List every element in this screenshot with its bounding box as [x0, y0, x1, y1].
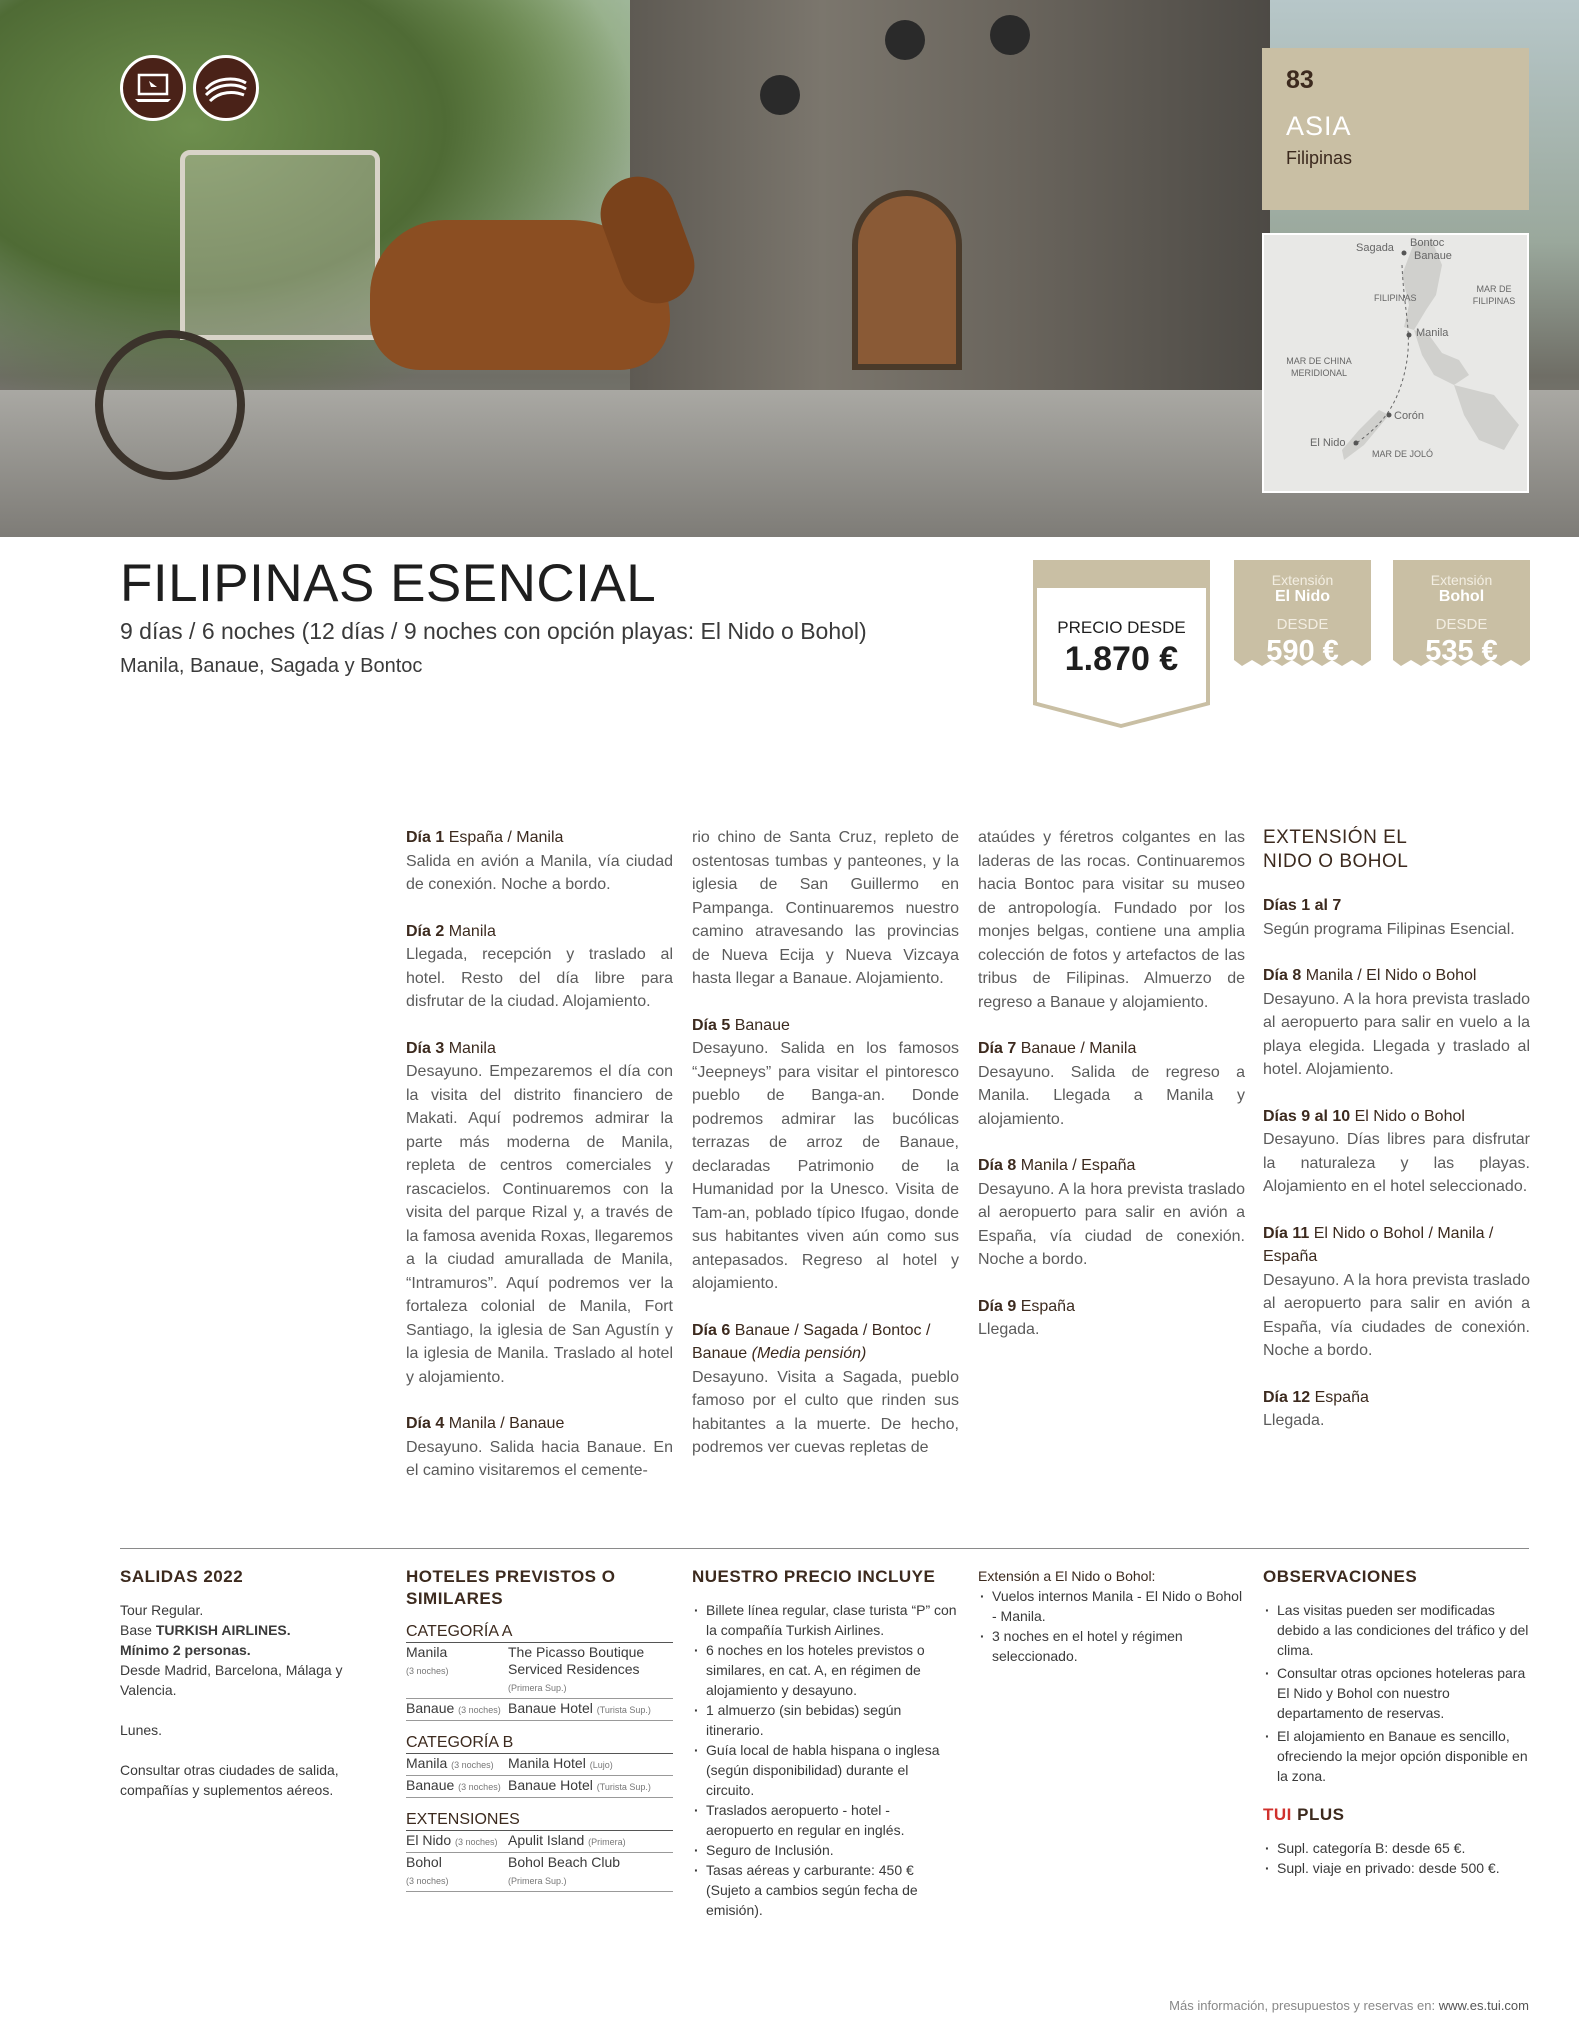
extension-desde: DESDE: [1435, 616, 1488, 633]
hotel-name: Bohol Beach Club: [508, 1854, 621, 1870]
salidas-block: [120, 1566, 387, 1800]
price-badge: [1033, 560, 1210, 728]
salidas-line: [120, 1620, 387, 1640]
includes-item: · Seguro de Inclusión.: [692, 1840, 959, 1860]
hotel-row: [406, 1643, 673, 1699]
extension-label: Extensión: [1271, 572, 1334, 588]
day-note: (Media pensión): [751, 1345, 867, 1362]
includes-item: · Traslados aeropuerto - hotel - aeropuerto en regular en inglés.: [692, 1800, 959, 1840]
hotel-name: Apulit Island: [508, 1832, 585, 1848]
extension-title: [1263, 826, 1530, 874]
observation-item: · El alojamiento en Banaue es sencillo, ofreciendo la mejor opción disponible en la zona.: [1263, 1726, 1530, 1786]
map-label: Sagada: [1356, 242, 1394, 254]
itinerary-day: [978, 1295, 1245, 1342]
day-text: Llegada.: [978, 1321, 1040, 1338]
laptop-icon: [120, 55, 186, 121]
day-number: Día 1: [406, 829, 445, 846]
hotel-nights: (3 noches): [455, 1837, 498, 1847]
hotel-category: CATEGORÍA A: [406, 1622, 673, 1643]
itinerary-column-1: [406, 826, 673, 1506]
itinerary-day: [406, 826, 673, 897]
includes-item: · Guía local de habla hispana o inglesa (según disponibilidad) durante el circuito.: [692, 1740, 959, 1800]
itinerary-day: [978, 1037, 1245, 1131]
tui-plus-list: [1263, 1838, 1530, 1878]
extension-day: [1263, 1105, 1530, 1199]
price-value: 1.870 €: [1064, 640, 1179, 678]
day-title: Manila / Banaue: [448, 1415, 565, 1432]
day-title: España / Manila: [448, 829, 564, 846]
day-number: Día 9: [978, 1297, 1017, 1315]
itinerary-day: [406, 920, 673, 1014]
includes-item: · Vuelos internos Manila - El Nido o Bohol - Manila.: [978, 1586, 1245, 1626]
observations-list: [1263, 1600, 1530, 1786]
day-title: Banaue: [734, 1016, 790, 1034]
carriage: [180, 150, 380, 340]
observations-block: [1263, 1566, 1530, 1878]
day-number: Días 9 al 10: [1263, 1107, 1351, 1125]
hotel-city: Bohol: [406, 1854, 442, 1870]
church-window: [760, 75, 800, 115]
hotel-category: EXTENSIONES: [406, 1810, 673, 1831]
observation-item: · Las visitas pueden ser modificadas debido a las condiciones del tráfico y del clima.: [1263, 1600, 1530, 1660]
day-number: Día 12: [1263, 1388, 1311, 1406]
tui-plus-item: · Supl. viaje en privado: desde 500 €.: [1263, 1858, 1530, 1878]
day-text: rio chino de Santa Cruz, repleto de ostentosas tumbas y panteones, y la iglesia de San Guillermo en Pampanga. Continuaremos nuestro camino atravesando las provincias de Nueva Ecija y Nueva Vizcaya hasta llegar a Banaue. Alojamiento.: [692, 829, 959, 987]
hotel-row: [406, 1699, 673, 1721]
day-title: El Nido o Bohol / Manila / España: [1263, 1224, 1494, 1265]
day-number: Día 8: [978, 1157, 1017, 1174]
footer-link[interactable]: www.es.tui.com: [1438, 1998, 1529, 2013]
itinerary-day: [406, 1412, 673, 1483]
map-label: Manila: [1416, 327, 1449, 339]
hotel-cat: (Primera Sup.): [508, 1683, 567, 1693]
tui-plus-brand: TUI: [1263, 1805, 1292, 1824]
day-title: El Nido o Bohol: [1354, 1107, 1465, 1125]
page-number: 83: [1286, 66, 1314, 94]
hotel-city: Manila: [406, 1644, 448, 1660]
day-number: Días 1 al 7: [1263, 897, 1342, 914]
day-text: Llegada.: [1263, 1412, 1325, 1429]
extension-name: El Nido: [1274, 588, 1331, 605]
church-window: [885, 20, 925, 60]
day-text: Desayuno. Salida en los famosos “Jeepneys” para visitar el pintoresco pueblo de Banga-an. Donde podremos admirar las bucólicas terrazas de arroz de Banaue, declaradas Patrimonio de la Humanidad por la Unesco. Visita de Tam-an, poblado típico Ifugao, donde sus habitantes viven aún como sus antepasados. Regreso al hotel y alojamiento.: [692, 1040, 959, 1292]
hotel-nights: (3 noches): [451, 1760, 494, 1770]
observations-heading: OBSERVACIONES: [1263, 1567, 1418, 1586]
extension-includes-heading: Extensión a El Nido o Bohol:: [978, 1568, 1156, 1584]
includes-item: · Tasas aéreas y carburante: 450 € (Sujeto a cambios según fecha de emisión).: [692, 1860, 959, 1920]
hotel-city: Banaue: [406, 1700, 455, 1716]
day-title: España: [1314, 1388, 1369, 1406]
extension-desde: DESDE: [1276, 616, 1329, 633]
trip-cities: Manila, Banaue, Sagada y Bontoc: [120, 655, 423, 677]
day-text: Según programa Filipinas Esencial.: [1263, 920, 1515, 938]
day-text: Desayuno. Visita a Sagada, pueblo famoso por el culto que rinden sus habitantes a la muerte. De hecho, podremos ver cuevas repletas de: [692, 1368, 959, 1456]
extension-includes-block: [978, 1566, 1245, 1666]
hotel-nights: (3 noches): [406, 1876, 449, 1886]
extension-label: Extensión: [1430, 572, 1493, 588]
day-number: Día 5: [692, 1016, 731, 1034]
tui-plus-item: · Supl. categoría B: desde 65 €.: [1263, 1838, 1530, 1858]
day-number: Día 7: [978, 1040, 1017, 1057]
extension-day: [1263, 964, 1530, 1082]
hotel-name: Banaue Hotel: [508, 1777, 593, 1793]
day-number: Día 11: [1263, 1224, 1310, 1242]
extension-column: [1263, 826, 1530, 1456]
day-text: Desayuno. A la hora prevista traslado al aeropuerto para salir en vuelo a la playa elegida. Llegada y traslado al hotel. Alojamiento.: [1263, 990, 1530, 1078]
day-number: Día 8: [1263, 967, 1302, 984]
day-text: Desayuno. Días libres para disfrutar la naturaleza y las playas. Alojamiento en el hotel seleccionado.: [1263, 1131, 1530, 1195]
day-number: Día 2: [406, 922, 445, 940]
itinerary-column-3: [978, 826, 1245, 1365]
salidas-line: Desde Madrid, Barcelona, Málaga y Valencia.: [120, 1662, 343, 1698]
salidas-line: Lunes.: [120, 1722, 163, 1738]
day-title: España: [1020, 1297, 1075, 1315]
map-label: MAR DE FILIPINAS: [1472, 284, 1516, 306]
extension-price: 590 €: [1266, 635, 1339, 667]
day-text: Desayuno. A la hora prevista traslado al aeropuerto para salir en avión a España, vía ciudades de conexión. Noche a bordo.: [1263, 1271, 1530, 1359]
day-text: Desayuno. Salida de regreso a Manila. Llegada a Manila y alojamiento.: [978, 1063, 1245, 1128]
route-map: [1262, 233, 1529, 493]
church-window: [990, 15, 1030, 55]
day-text: Desayuno. Empezaremos el día con la visita del distrito financiero de Makati. Aquí podremos admirar la parte más moderna de Manila, repleta de centros comerciales y rascacielos. Continuaremos con la visita del parque Rizal y, a través de la famosa avenida Roxas, llegaremos a la ciudad amurallada de Manila, “Intramuros”. Aquí podremos ver la fortaleza colonial de Manila, Fort Santiago, la iglesia de San Agustín y la iglesia de Manila. Traslado al hotel y alojamiento.: [406, 1063, 673, 1386]
tui-plus-label: PLUS: [1291, 1805, 1345, 1824]
itinerary-day: [692, 1014, 959, 1296]
extension-day: [1263, 894, 1530, 941]
day-number: Día 4: [406, 1415, 445, 1432]
includes-list: [692, 1600, 959, 1920]
hotel-cat: (Turista Sup.): [596, 1705, 651, 1715]
day-title: Banaue / Sagada / Bontoc / Banaue: [692, 1321, 931, 1362]
map-label: FILIPINAS: [1374, 293, 1417, 303]
salidas-heading: SALIDAS 2022: [120, 1567, 244, 1586]
flight-icon: [193, 55, 259, 121]
includes-heading: NUESTRO PRECIO INCLUYE: [692, 1567, 936, 1586]
church-door: [852, 190, 962, 370]
hotel-row: [406, 1776, 673, 1798]
extension-day: [1263, 1386, 1530, 1433]
day-number: Día 6: [692, 1321, 731, 1339]
includes-item: · 6 noches en los hoteles previstos o similares, en cat. A, en régimen de alojamiento y desayuno.: [692, 1640, 959, 1700]
hotel-name: The Picasso Boutique Serviced Residences: [508, 1644, 645, 1677]
itinerary-day: [692, 1319, 959, 1460]
hotels-heading: HOTELES PREVISTOS O SIMILARES: [406, 1567, 616, 1608]
day-text: Llegada, recepción y traslado al hotel. Resto del día libre para disfrutar de la ciudad. Alojamiento.: [406, 946, 673, 1010]
hotel-cat: (Primera Sup.): [508, 1876, 567, 1886]
trip-duration: 9 días / 6 noches (12 días / 9 noches con opción playas: El Nido o Bohol): [120, 618, 867, 644]
country-label: Filipinas: [1286, 148, 1353, 168]
page-title: FILIPINAS ESENCIAL: [120, 554, 657, 613]
extension-price: 535 €: [1425, 635, 1498, 667]
airline-name: TURKISH AIRLINES.: [155, 1622, 291, 1638]
map-label: MAR DE JOLÓ: [1372, 449, 1434, 459]
includes-item: · 1 almuerzo (sin bebidas) según itinerario.: [692, 1700, 959, 1740]
category-box: [1262, 48, 1529, 210]
itinerary-day: [406, 1037, 673, 1390]
extension-price-badge: [1393, 560, 1530, 680]
hotel-cat: (Turista Sup.): [596, 1782, 651, 1792]
extension-includes-list: [978, 1586, 1245, 1666]
hotel-city: El Nido: [406, 1832, 452, 1848]
carriage-wheel: [95, 330, 245, 480]
itinerary-column-2: [692, 826, 959, 1483]
hotel-nights: (3 noches): [458, 1782, 501, 1792]
salidas-line: Mínimo 2 personas.: [120, 1642, 251, 1658]
hotel-row: [406, 1754, 673, 1776]
hotel-name: Banaue Hotel: [508, 1700, 593, 1716]
salidas-line: Consultar otras ciudades de salida, compañías y suplementos aéreos.: [120, 1762, 339, 1798]
footer-text: Más información, presupuestos y reservas en:: [1169, 1998, 1439, 2013]
map-label: Bontoc: [1410, 237, 1445, 249]
day-title: Manila: [448, 1039, 496, 1057]
salidas-line: Tour Regular.: [120, 1602, 204, 1618]
salidas-line-prefix: Base: [120, 1622, 156, 1638]
day-title: Manila: [448, 922, 496, 940]
hotel-cat: (Lujo): [589, 1760, 613, 1770]
includes-block: [692, 1566, 959, 1920]
hotel-row: [406, 1831, 673, 1853]
hotel-category: CATEGORÍA B: [406, 1733, 673, 1754]
includes-item: · Billete línea regular, clase turista “P” con la compañía Turkish Airlines.: [692, 1600, 959, 1640]
map-label: El Nido: [1310, 437, 1346, 449]
itinerary-day: [978, 1154, 1245, 1272]
extension-day: [1263, 1222, 1530, 1363]
hotel-row: [406, 1853, 673, 1892]
extension-title-line: EXTENSIÓN EL: [1263, 827, 1408, 848]
hotel-city: Banaue: [406, 1777, 455, 1793]
extension-name: Bohol: [1438, 588, 1485, 605]
map-label: Corón: [1394, 410, 1424, 422]
hotel-cat: (Primera): [588, 1837, 626, 1847]
hotel-name: Manila Hotel: [508, 1755, 586, 1771]
hotel-nights: (3 noches): [458, 1705, 501, 1715]
price-label: PRECIO DESDE: [1057, 618, 1186, 637]
day-title: Manila / España: [1020, 1157, 1136, 1174]
map-label: MAR DE CHINA MERIDIONAL: [1286, 356, 1352, 378]
day-text: Desayuno. A la hora prevista traslado al aeropuerto para salir en avión a España, vía ciudad de conexión. Noche a bordo.: [978, 1180, 1245, 1268]
observation-item: · Consultar otras opciones hoteleras para El Nido y Bohol con nuestro departamento de reservas.: [1263, 1663, 1530, 1723]
tui-plus-heading: [1263, 1804, 1530, 1826]
includes-item: · 3 noches en el hotel y régimen seleccionado.: [978, 1626, 1245, 1666]
map-label: Banaue: [1414, 250, 1452, 262]
footer-note: [1169, 1998, 1529, 2013]
day-title: Banaue / Manila: [1020, 1040, 1137, 1057]
day-text: Salida en avión a Manila, vía ciudad de conexión. Noche a bordo.: [406, 852, 673, 893]
itinerary-day-continued: [692, 826, 959, 991]
itinerary-day-continued: [978, 826, 1245, 1014]
extension-title-line: NIDO O BOHOL: [1263, 851, 1409, 872]
day-text: Desayuno. Salida hacia Banaue. En el camino visitaremos el cemente-: [406, 1438, 673, 1479]
extension-price-badge: [1234, 560, 1371, 680]
day-text: ataúdes y féretros colgantes en las laderas de las rocas. Continuaremos hacia Bontoc para visitar su museo de antropología. Fundado por los monjes belgas, contiene una amplia colección de fotos y artefactos de las tribus de Filipinas. Almuerzo de regreso a Banaue y alojamiento.: [978, 829, 1245, 1011]
day-title: Manila / El Nido o Bohol: [1305, 967, 1477, 984]
hotel-city: Manila: [406, 1755, 448, 1771]
section-divider: [120, 1548, 1529, 1549]
day-number: Día 3: [406, 1039, 445, 1057]
region-label: ASIA: [1286, 111, 1352, 141]
hotel-nights: (3 noches): [406, 1666, 449, 1676]
hotels-block: [406, 1566, 673, 1892]
